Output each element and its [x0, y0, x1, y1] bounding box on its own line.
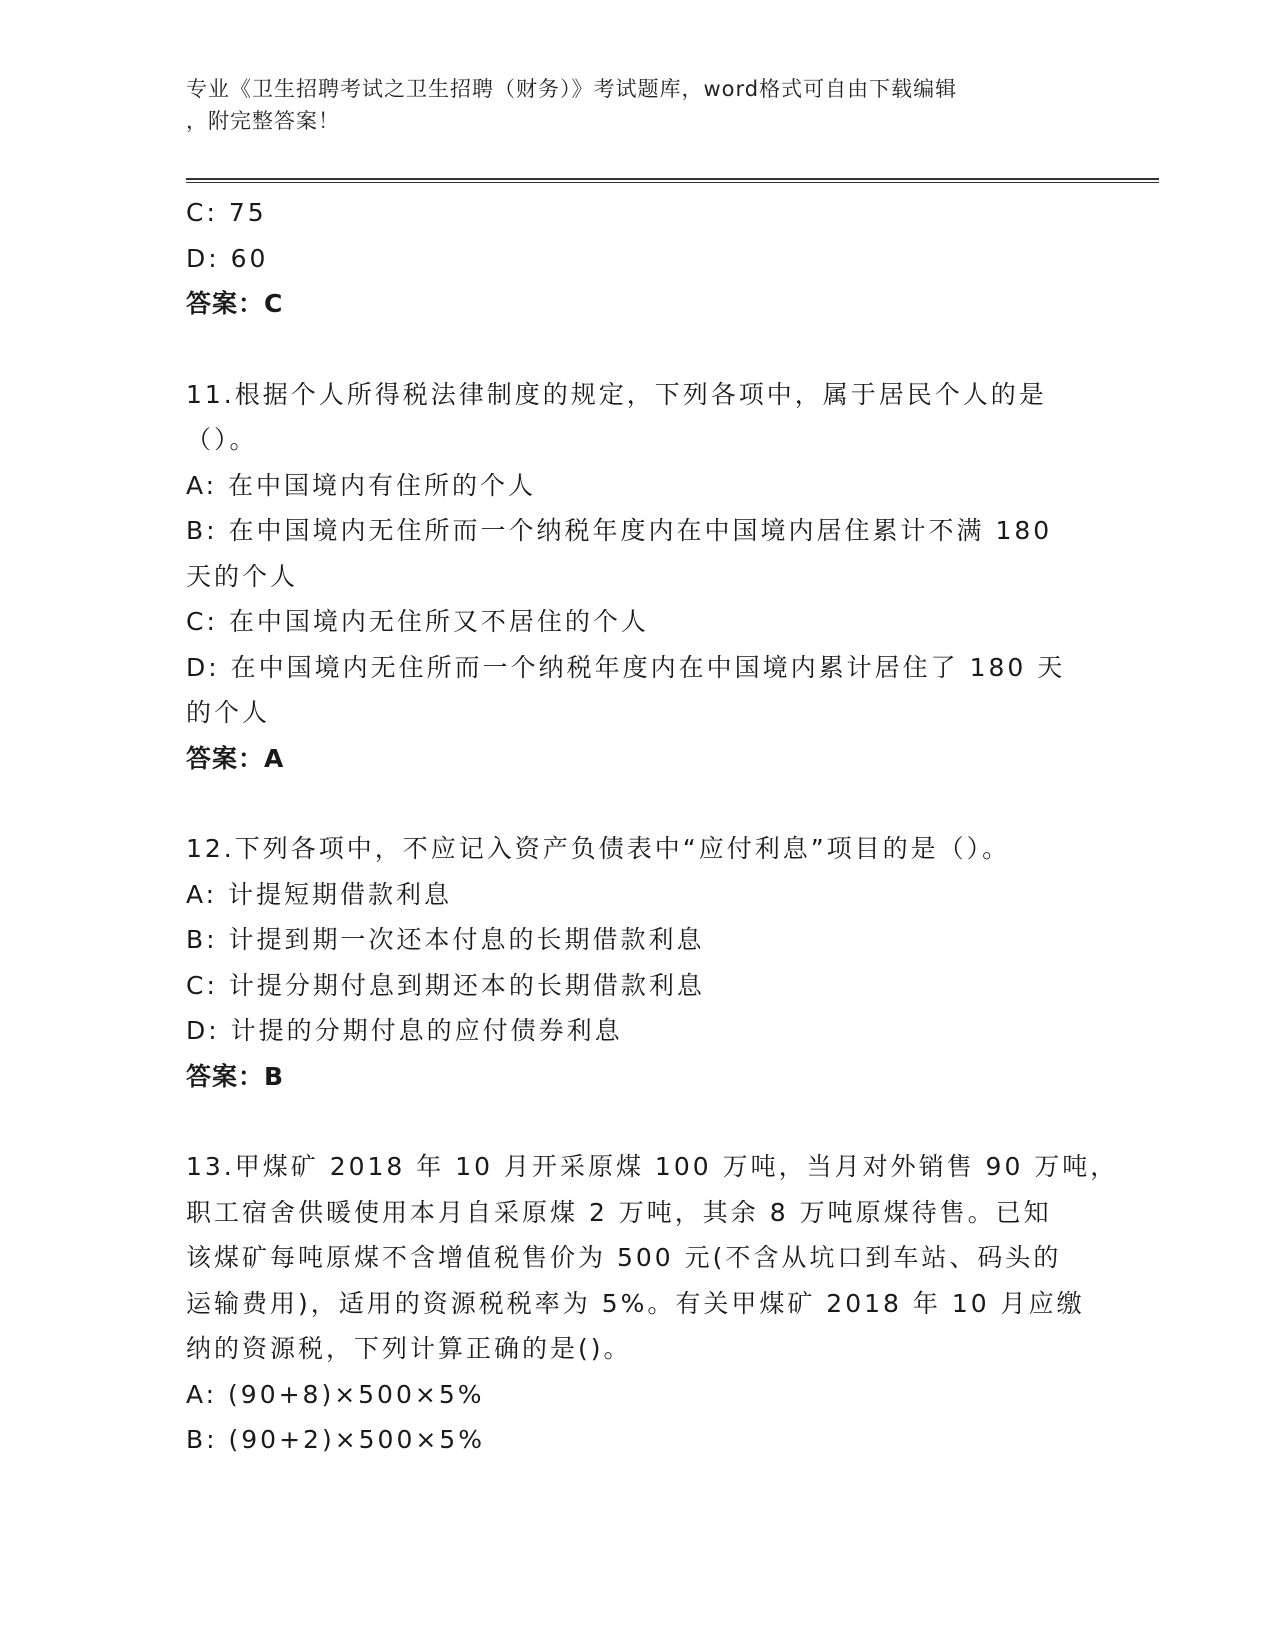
question-stem: 12.下列各项中，不应记入资产负债表中“应付利息”项目的是（）。: [186, 834, 1011, 863]
option-b-continued: 天的个人: [186, 561, 299, 591]
option-c: C: 在中国境内无住所又不居住的个人: [186, 607, 649, 636]
spacer: [186, 781, 1086, 826]
document-body: [186, 190, 1119, 1463]
question-stem-continued: 运输费用)，适用的资源税税率为 5%。有关甲煤矿 2018 年 10 月应缴: [186, 1288, 1085, 1318]
question-stem-continued: 该煤矿每吨原煤不含增值税售价为 500 元(不含从坑口到车站、码头的: [186, 1243, 1062, 1272]
header-divider-thin: [186, 182, 1159, 183]
spacer: [186, 1099, 1086, 1144]
header-line-1: 专业《卫生招聘考试之卫生招聘（财务）》考试题库，word格式可自由下载编辑: [186, 77, 958, 101]
question-12: [186, 826, 1086, 1099]
question-stem-continued: （）。: [186, 425, 258, 454]
header-line-2: ，附完整答案！: [186, 109, 340, 133]
question-11: [186, 372, 1086, 782]
option-d-continued: 的个人: [186, 698, 271, 727]
answer-label: 答案：B: [186, 1061, 285, 1091]
answer-label: 答案：A: [186, 743, 285, 773]
option-b: B: 在中国境内无住所而一个纳税年度内在中国境内居住累计不满 180: [186, 516, 1053, 545]
spacer: [186, 327, 1086, 372]
question-stem-continued: 职工宿舍供暖使用本月自采原煤 2 万吨，其余 8 万吨原煤待售。已知: [186, 1197, 1052, 1227]
document-header: [186, 73, 1086, 137]
option-d: D: 在中国境内无住所而一个纳税年度内在中国境内累计居住了 180 天: [186, 652, 1066, 682]
previous-question-tail: [186, 190, 1086, 327]
option-b: B: 计提到期一次还本付息的长期借款利息: [186, 925, 705, 954]
option-c: C: 计提分期付息到期还本的长期借款利息: [186, 970, 705, 1000]
option-a: A: (90+8)×500×5%: [186, 1379, 485, 1409]
option-a: A: 在中国境内有住所的个人: [186, 470, 537, 500]
question-stem-continued: 纳的资源税，下列计算正确的是()。: [186, 1334, 632, 1363]
option-a: A: 计提短期借款利息: [186, 879, 453, 909]
option-b: B: (90+2)×500×5%: [186, 1425, 485, 1454]
answer-label: 答案：C: [186, 289, 284, 318]
question-13: [186, 1144, 1119, 1463]
option-c: C: 75: [186, 198, 267, 227]
question-stem: 11.根据个人所得税法律制度的规定，下列各项中，属于居民个人的是: [186, 379, 1047, 409]
option-d: D: 计提的分期付息的应付债券利息: [186, 1016, 623, 1045]
header-divider-thick: [186, 178, 1159, 180]
option-d: D: 60: [186, 243, 269, 273]
question-stem: 13.甲煤矿 2018 年 10 月开采原煤 100 万吨，当月对外销售 90 万吨，: [186, 1152, 1119, 1181]
